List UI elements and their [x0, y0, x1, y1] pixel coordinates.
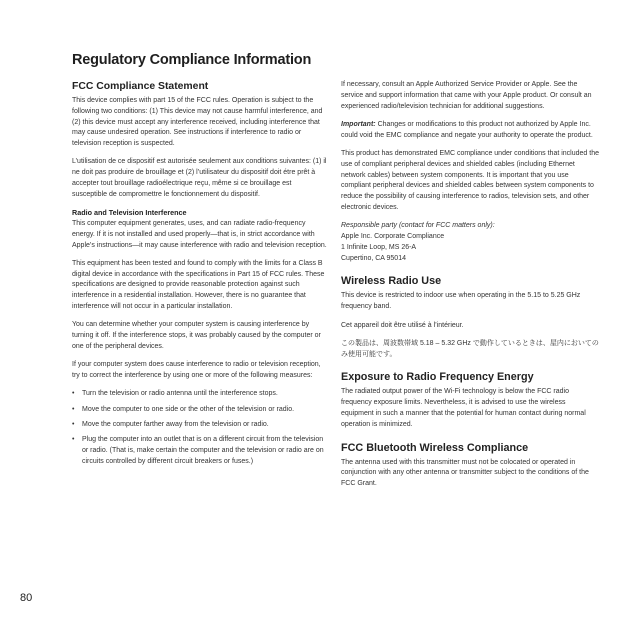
wireless-heading: Wireless Radio Use: [341, 275, 442, 288]
list-item: [72, 389, 327, 400]
bluetooth-paragraph: The antenna used with this transmitter must not be colocated or operated in conjunction with any other antenna or transmitter subject to the conditions of the FCC Grant.: [341, 458, 589, 488]
left-column: [72, 80, 327, 472]
important-paragraph: [341, 120, 599, 142]
radio-tv-heading: Radio and Television Interference: [72, 208, 187, 218]
rf-exposure-paragraph: The radiated output power of the Wi-Fi technology is below the FCC radio frequency exposure limits. Nevertheless, it is advised to use the wireless equipment in such a manner that the potential for human contact during normal operation is minimized.: [341, 388, 586, 428]
determine-paragraph: You can determine whether your computer system is causing interference by turning it off. If the interference stops, it was probably caused by the computer or one of the peripheral devices.: [72, 321, 321, 350]
bullet-icon: •: [72, 436, 75, 444]
address-line: Cupertino, CA 95014: [341, 254, 406, 262]
fcc-french-paragraph: L’utilisation de ce dispositif est autorisée seulement aux conditions suivantes: (1) il ne doit pas produire de brouillage et (2) l’utilisateur du dispositif doit étre prêt à accepter tout brouillage radioélectrique reçu, même si ce brouillage est susceptible de compromettre le fonctionnement du dispositif.: [72, 158, 327, 198]
radio-tv-paragraph: This computer equipment generates, uses, and can radiate radio-frequency energy. If it is not installed and used properly—that is, in strict accordance with Apple’s instructions—it may cause interference with radio and television reception.: [72, 219, 327, 249]
bullet-icon: •: [72, 405, 75, 413]
fcc-compliance-heading: FCC Compliance Statement: [72, 81, 209, 92]
address-line: Apple Inc. Corporate Compliance: [341, 233, 445, 241]
wireless-paragraph: This device is restricted to indoor use when operating in the 5.15 to 5.25 GHz frequency band.: [341, 292, 581, 311]
responsible-label: Responsible party (contact for FCC matters only):: [341, 222, 495, 230]
list-item: [72, 420, 327, 431]
important-label: Important:: [341, 120, 376, 128]
fcc-paragraph: This device complies with part 15 of the FCC rules. Operation is subject to the following two conditions: (1) This device may not cause harmful interference, and (2) this device must accept any interference received, including interference that may cause undesired operation. See instructions if interference to radio or television reception is suspected.: [72, 97, 323, 148]
list-item-text: Turn the television or radio antenna until the interference stops.: [82, 390, 278, 398]
right-column: [341, 80, 599, 498]
page-title: Regulatory Compliance Information: [72, 52, 312, 68]
bluetooth-heading: FCC Bluetooth Wireless Compliance: [341, 441, 529, 454]
address-line: 1 Infinite Loop, MS 26-A: [341, 243, 417, 251]
correct-paragraph: If your computer system does cause interference to radio or television reception, try to correct the interference by using one or more of the following measures:: [72, 361, 321, 380]
wireless-french-paragraph: Cet appareil doit être utilisé à l’intérieur.: [341, 321, 464, 329]
emc-paragraph: This product has demonstrated EMC compliance under conditions that included the use of compliant peripheral devices and shielded cables (including Ethernet network cables) between system components. It is important that you use compliant peripheral devices and shielded cables between system components to reduce the possibility of causing interference to radios, television sets, and other electronic devices.: [341, 149, 599, 211]
list-item-text: Move the computer farther away from the television or radio.: [82, 420, 269, 428]
measures-list: [72, 389, 327, 467]
wireless-japanese-paragraph: この製品は、周波数帯域 5.18 – 5.32 GHz で動作しているときは、屋内においてのみ使用可能です。: [341, 339, 599, 358]
list-item: [72, 405, 327, 416]
rf-exposure-heading: Exposure to Radio Frequency Energy: [341, 371, 534, 384]
class-b-paragraph: This equipment has been tested and found to comply with the limits for a Class B digital device in accordance with the specifications in Part 15 of FCC rules. These specifications are designed to provide reasonable protection against such interference in a residential installation. However, there is no guarantee that interference will not occur in a particular installation.: [72, 259, 325, 311]
responsible-party: [341, 221, 599, 264]
important-text: Changes or modifications to this product not authorized by Apple Inc. could void the EMC compliance and negate your authority to operate the product.: [341, 120, 593, 139]
bullet-icon: •: [72, 390, 75, 398]
list-item-text: Move the computer to one side or the other of the television or radio.: [82, 405, 295, 413]
page-number: 80: [20, 592, 33, 604]
list-item: [72, 435, 327, 467]
bullet-icon: •: [72, 420, 75, 428]
list-item-text: Plug the computer into an outlet that is on a different circuit from the television or radio. (That is, make certain the computer and the television or radio are on circuits controlled by different circuit breakers or fuses.): [82, 436, 324, 465]
service-paragraph: If necessary, consult an Apple Authorized Service Provider or Apple. See the service and support information that came with your Apple product. Or consult an experienced radio/television technician for additional suggestions.: [341, 81, 592, 110]
